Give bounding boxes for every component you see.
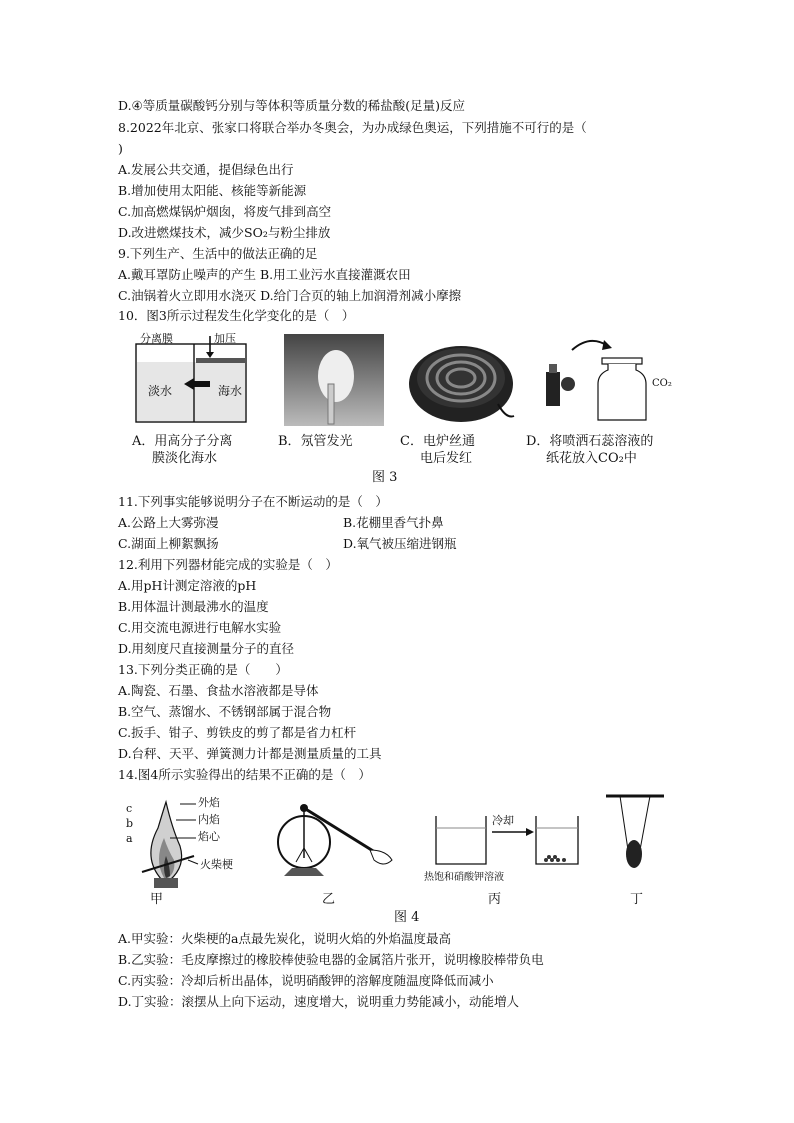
q12-option-d: D.用刻度尺直接测量分子的直径 (118, 641, 295, 656)
q12-option-b: B.用体温计测最沸水的温度 (118, 599, 269, 614)
q14-option-c: C.丙实验：冷却后析出晶体，说明硝酸钾的溶解度随温度降低而减小 (118, 973, 494, 988)
q14-option-b: B.乙实验：毛皮摩擦过的橡胶棒使验电器的金属箔片张开，说明橡胶棒带负电 (118, 952, 544, 967)
rolling-pendulum-diagram (602, 792, 672, 887)
electroscope-diagram (258, 798, 408, 893)
hot-saturated-solution-label: 热饱和硝酸钾溶液 (424, 872, 504, 883)
q12-stem: 12.利用下列器材能完成的实验是（ ） (118, 557, 338, 572)
caption-c-line1: C．电炉丝通 (400, 434, 475, 449)
q8-option-d: D.改进燃煤技术，减少SO₂与粉尘排放 (118, 225, 331, 240)
electric-stove-photo (406, 334, 516, 426)
q13-stem: 13.下列分类正确的是（ ） (118, 662, 288, 677)
outer-flame-label: 外焰 (198, 796, 220, 809)
q8-option-b: B.增加使用太阳能、核能等新能源 (118, 183, 307, 198)
label-yi: 乙 (322, 892, 336, 907)
q8-option-a: A.发展公共交通，提倡绿色出行 (118, 162, 294, 177)
q7-option-d: D.④等质量碳酸钙分别与等体积等质量分数的稀盐酸(足量)反应 (118, 98, 466, 113)
neon-tube-photo (284, 334, 384, 426)
q12-option-c: C.用交流电源进行电解水实验 (118, 620, 282, 635)
q14-option-a: A.甲实验：火柴梗的a点最先炭化，说明火焰的外焰温度最高 (118, 931, 451, 946)
q9-options-cd: C.油锅着火立即用水浇灭 D.给门合页的轴上加润滑剂减小摩擦 (118, 288, 462, 303)
q14-option-d: D.丁实验：滚摆从上向下运动，速度增大，说明重力势能减小，动能増人 (118, 994, 520, 1009)
caption-a-line1: A．用高分子分离 (132, 434, 233, 449)
q11-option-d: D.氧气被压缩进钢瓶 (343, 536, 457, 551)
membrane-label: 分离膜 (140, 332, 173, 345)
fresh-water-label: 淡水 (148, 384, 173, 398)
inner-flame-label: 内焰 (198, 813, 220, 826)
label-ding: 丁 (630, 892, 644, 907)
q14-stem: 14.图4所示实验得出的结果不正确的是（ ） (118, 767, 371, 782)
q11-option-c: C.湖面上柳絮飘扬 (118, 536, 219, 551)
label-jia: 甲 (150, 892, 164, 907)
litmus-flower-co2-image (532, 332, 672, 427)
q13-option-c: C.扳手、钳子、剪铁皮的剪了都是省力杠杆 (118, 725, 357, 740)
figure-3 (118, 330, 678, 485)
q13-option-a: A.陶瓷、石墨、食盐水溶液都是导体 (118, 683, 319, 698)
q11-option-b: B.花棚里香气扑鼻 (343, 515, 444, 530)
q11-option-a: A.公路上大雾弥漫 (118, 515, 219, 530)
q9-stem: 9.下列生产、生活中的做法正确的足 (118, 246, 318, 261)
q13-option-d: D.台秤、天平、弹簧测力计都是测量质量的工具 (118, 746, 382, 761)
q11-stem: 11.下列事实能够说明分子在不断运动的是（ ） (118, 494, 388, 509)
q13-option-b: B.空气、蒸馏水、不锈钢部属于混合物 (118, 704, 332, 719)
q12-option-a: A.用pH计测定溶液的pH (118, 578, 257, 593)
q9-options-ab: A.戴耳罩防止噪声的产生 B.用工业污水直接灌溉农田 (118, 267, 411, 282)
sea-water-label: 海水 (218, 384, 243, 398)
caption-a-line2: 膜淡化海水 (152, 451, 218, 466)
figure-3-title: 图 3 (372, 470, 398, 485)
q8-option-c: C.加高燃煤锅炉烟囱，将废气排到高空 (118, 204, 332, 219)
figure-4 (118, 792, 678, 927)
pressure-label: 加压 (214, 332, 236, 345)
q8-paren: ) (118, 141, 123, 156)
q8-stem: 8.2022年北京、张家口将联合举办冬奥会，为办成绿色奥运，下列措施不可行的是（ (118, 120, 587, 135)
label-bing: 丙 (488, 892, 502, 907)
caption-b: B．氖管发光 (278, 434, 353, 449)
cooling-label: 冷却 (492, 814, 514, 827)
caption-d-line1: D．将喷洒石蕊溶液的 (526, 434, 654, 449)
co2-label: CO₂ (652, 378, 672, 389)
q10-stem: 10．图3所示过程发生化学变化的是（ ） (118, 308, 355, 323)
point-a-label: a (126, 832, 133, 845)
caption-d-line2: 纸花放入CO₂中 (546, 451, 637, 466)
figure-4-title: 图 4 (394, 910, 420, 925)
caption-c-line2: 电后发红 (420, 451, 473, 466)
match-stick-label: 火柴梗 (200, 858, 233, 871)
point-c-label: c (126, 802, 133, 815)
point-b-label: b (126, 817, 134, 830)
q11-options-row1 (118, 515, 219, 531)
flame-core-label: 焰心 (198, 830, 220, 843)
